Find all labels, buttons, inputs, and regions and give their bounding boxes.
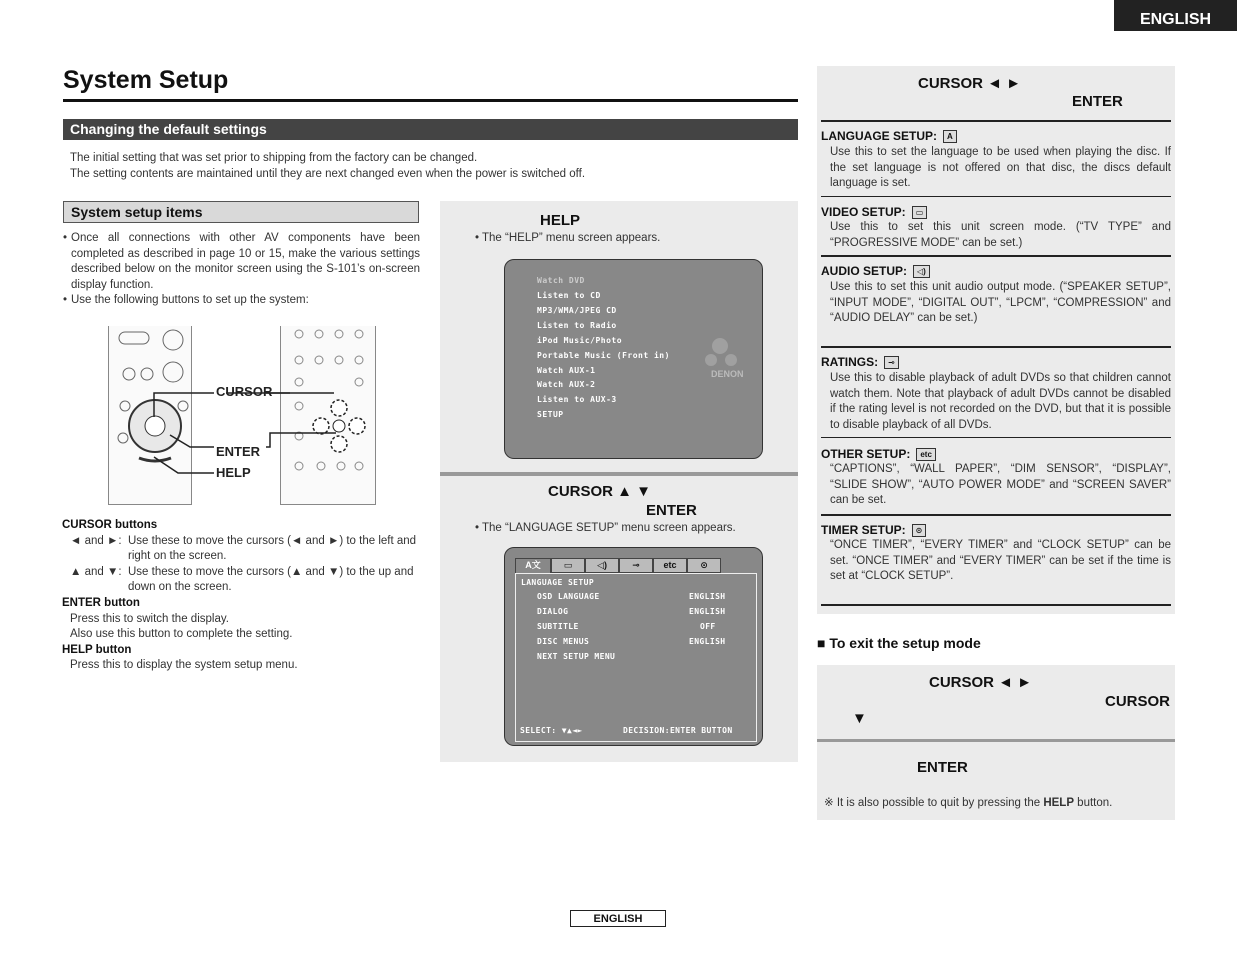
exit-cursor-label: CURSOR ◄ ►	[929, 674, 1033, 691]
select-hint: SELECT: ▼▲◄►	[520, 726, 583, 735]
tab-language	[515, 558, 551, 573]
intro-line: The setting contents are maintained until they are next changed even when the power is switched off.	[70, 167, 586, 180]
section-heading-audio	[821, 264, 930, 278]
menu-item: Listen to AUX-3	[537, 395, 617, 404]
setting-label: DIALOG	[537, 607, 569, 616]
button-descriptions	[62, 518, 420, 674]
subsection-heading: System setup items	[63, 201, 419, 223]
key-icon: ⊸	[632, 560, 640, 570]
exit-enter-label: ENTER	[917, 759, 968, 776]
section-rule	[821, 604, 1171, 606]
menu-item: Watch DVD	[537, 276, 585, 285]
section-heading-other	[821, 447, 936, 461]
speaker-icon: ◁)	[597, 560, 607, 570]
right-enter-label: ENTER	[1072, 93, 1123, 110]
section-body: Use this to set the language to be used when playing the disc. If the set language is not offered on that disc, the discs default language is set.	[830, 146, 1171, 190]
tab-video	[551, 558, 585, 573]
enter-desc-line: Press this to switch the display.	[70, 612, 229, 625]
step1-button-label: HELP	[540, 212, 581, 229]
bullet-item: • Once all connections with other AV components have been completed as described in page 10 or 15, make the various settings described below on the monitor screen using the S-101’s on-screen display function.	[63, 231, 420, 293]
section-heading-language	[821, 129, 957, 143]
step1-note: • The “HELP” menu screen appears.	[475, 232, 661, 244]
help-menu-screen	[504, 259, 763, 459]
bullet-text: Once all connections with other AV components have been completed as described in page 10 or 15, make the various settings described below on the monitor screen using the S-101’s on-screen display function.	[71, 232, 420, 291]
section-intro	[70, 151, 585, 182]
bullet-text: Use the following buttons to set up the system:	[71, 294, 309, 307]
video-icon: ▭	[912, 206, 928, 219]
setting-label: OSD LANGUAGE	[537, 592, 600, 601]
exit-note-bold: HELP	[1043, 797, 1074, 809]
menu-item: iPod Music/Photo	[537, 336, 623, 345]
section-body: “CAPTIONS”, “WALL PAPER”, “DIM SENSOR”, “DISPLAY”, “SLIDE SHOW”, “AUTO POWER MODE” and “SCREEN SAVER” can be set.	[830, 463, 1171, 507]
section-body: Use this to disable playback of adult DVDs so that children cannot watch them. Note that playback of adult DVDs cannot be disabled if the rating level is not recorded on the DVD, but that it is possible to disable playback of all DVDs.	[830, 372, 1171, 431]
exit-cursor-right-label: CURSOR	[1104, 693, 1170, 710]
setting-value: ENGLISH	[689, 637, 726, 646]
tab-other	[653, 558, 687, 573]
exit-note-text: ※ It is also possible to quit by pressing the	[824, 797, 1044, 809]
brand-label: DENON	[711, 369, 744, 379]
exit-down-label: ▼	[852, 710, 867, 727]
section-heading-ratings	[821, 355, 899, 369]
cursor-buttons-heading: CURSOR buttons	[62, 519, 158, 531]
speaker-icon: ◁)	[913, 265, 930, 278]
section-rule	[821, 120, 1171, 122]
section-heading: Changing the default settings	[63, 119, 798, 140]
exit-note	[824, 795, 1112, 809]
menu-item: Listen to Radio	[537, 321, 617, 330]
help-desc-line: Press this to display the system setup menu.	[70, 659, 298, 672]
cursor-lr-key: ◄ and ►:	[70, 534, 122, 547]
step2-enter-label: ENTER	[646, 502, 697, 519]
section-rule	[821, 514, 1171, 516]
enter-desc-line: Also use this button to complete the setting.	[70, 628, 293, 641]
setting-value: ENGLISH	[689, 607, 726, 616]
section-title: LANGUAGE SETUP:	[821, 129, 938, 143]
language-icon: A	[943, 130, 957, 143]
section-body: Use this to set this unit screen mode. (“TV TYPE” and “PROGRESSIVE MODE” can be set.)	[830, 221, 1171, 249]
cursor-ud-row	[62, 565, 420, 596]
timer-icon: ⊙	[700, 560, 708, 570]
right-cursor-label: CURSOR ◄ ►	[918, 75, 1022, 92]
cursor-lr-text: Use these to move the cursors (◄ and ►) to the left and right on the screen.	[128, 534, 417, 563]
language-setup-screen	[504, 547, 763, 746]
section-title: OTHER SETUP:	[821, 447, 911, 461]
section-title: AUDIO SETUP:	[821, 264, 908, 278]
step2-button-label: CURSOR ▲ ▼	[548, 483, 652, 500]
cursor-callout-label: CURSOR	[216, 384, 273, 399]
setup-bullets	[63, 231, 420, 309]
denon-logo-icon	[699, 338, 749, 368]
section-heading-video	[821, 205, 927, 219]
footer-language-label: ENGLISH	[570, 910, 666, 927]
exit-note-suffix: button.	[1073, 797, 1113, 809]
section-rule	[821, 437, 1171, 438]
menu-item: Watch AUX-2	[537, 380, 596, 389]
steps-separator	[440, 472, 798, 476]
section-title: VIDEO SETUP:	[821, 205, 906, 219]
section-body: “ONCE TIMER”, “EVERY TIMER” and “CLOCK SETUP” can be set. “ONCE TIMER” and “EVERY TIMER” can be set if the time is set at “CLOCK SETUP”.	[830, 539, 1171, 583]
bullet-item: • Use the following buttons to set up the system:	[63, 293, 420, 309]
cursor-ud-text: Use these to move the cursors (▲ and ▼) to the up and down on the screen.	[128, 565, 414, 594]
tab-ratings	[619, 558, 653, 573]
language-tab: ENGLISH	[1114, 0, 1237, 31]
setting-value: ENGLISH	[689, 592, 726, 601]
etc-icon: etc	[663, 560, 677, 570]
video-icon: ▭	[563, 560, 573, 570]
section-body: Use this to set this unit audio output mode. (“SPEAKER SETUP”, “INPUT MODE”, “DIGITAL OUT”, “LPCM”, “COMPRESSION” and “AUDIO DELAY” can be set.)	[830, 281, 1171, 325]
section-title: RATINGS:	[821, 355, 879, 369]
exit-panel	[817, 665, 1175, 820]
setup-sections-list	[817, 120, 1175, 614]
cursor-lr-row	[62, 534, 420, 565]
title-rule	[63, 99, 798, 102]
key-icon: ⊸	[884, 356, 899, 369]
callout-lines-right	[266, 385, 346, 455]
decision-hint: DECISION:ENTER BUTTON	[623, 726, 733, 735]
section-rule	[821, 255, 1171, 257]
enter-button-heading: ENTER button	[62, 596, 140, 609]
section-rule	[821, 346, 1171, 348]
exit-separator	[817, 739, 1175, 742]
setting-label: NEXT SETUP MENU	[537, 652, 616, 661]
language-icon: A文	[525, 560, 541, 570]
help-callout-label: HELP	[216, 465, 251, 480]
menu-item: SETUP	[537, 410, 564, 419]
right-step-panel	[817, 66, 1175, 120]
cursor-ud-key: ▲ and ▼:	[70, 565, 122, 578]
section-rule	[821, 196, 1171, 197]
tab-audio	[585, 558, 619, 573]
menu-item: Listen to CD	[537, 291, 601, 300]
timer-icon: ⊙	[912, 524, 927, 537]
menu-item: Portable Music (Front in)	[537, 351, 670, 360]
menu-item: Watch AUX-1	[537, 366, 596, 375]
enter-callout-label: ENTER	[216, 444, 261, 459]
menu-item: MP3/WMA/JPEG CD	[537, 306, 617, 315]
help-button-heading: HELP button	[62, 643, 132, 656]
tab-timer	[687, 558, 721, 573]
section-heading-timer	[821, 523, 926, 537]
setting-label: SUBTITLE	[537, 622, 579, 631]
section-title: TIMER SETUP:	[821, 523, 906, 537]
exit-heading: ■ To exit the setup mode	[817, 635, 981, 651]
intro-line: The initial setting that was set prior to shipping from the factory can be changed.	[70, 152, 478, 164]
page-title: System Setup	[63, 66, 229, 94]
setting-value: OFF	[700, 622, 716, 631]
screen-heading: LANGUAGE SETUP	[521, 578, 595, 587]
setting-label: DISC MENUS	[537, 637, 590, 646]
step2-note: • The “LANGUAGE SETUP” menu screen appears.	[475, 522, 736, 534]
etc-icon: etc	[916, 448, 936, 461]
